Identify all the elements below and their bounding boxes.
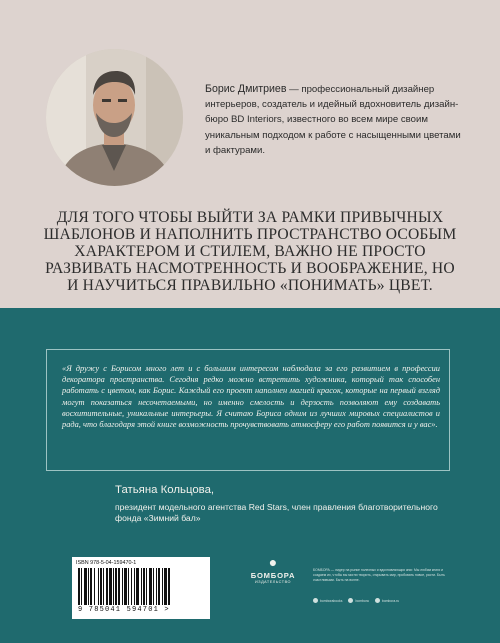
social-item[interactable]: [375, 598, 399, 603]
author-bio: [205, 82, 465, 158]
publisher-imprint: БОМБОРА — лидер на рынке полезных и вдохновляющих книг. Мы любим книги и создаем их, чтобы вы могли творить, открывать мир, пробовать новое, расти. Быть счастливыми. Быть на волне.: [313, 568, 445, 582]
tagline: ДЛЯ ТОГО ЧТОБЫ ВЫЙТИ ЗА РАМКИ ПРИВЫЧНЫХ ШАБЛОНОВ И НАПОЛНИТЬ ПРОСТРАНСТВО ОСОБЫМ ХАРАКТЕРОМ И СТИЛЕМ, ВАЖНО НЕ ПРОСТО РАЗВИВАТЬ НАСМОТРЕННОСТЬ И ВООБРАЖЕНИЕ, НО И НАУЧИТЬСЯ ПРАВИЛЬНО «ПОНИМАТЬ» ЦВЕТ.: [43, 209, 457, 294]
publisher-subtitle: ИЗДАТЕЛЬСТВО: [255, 580, 291, 584]
author-name: Борис Дмитриев: [205, 83, 287, 95]
barcode-box: [72, 557, 210, 619]
social-label: bomborabooks: [320, 598, 343, 603]
barcode-bars: [78, 568, 204, 605]
publisher-name: БОМБОРА: [250, 571, 296, 580]
publisher-logo: [238, 557, 308, 591]
review-text: «Я дружу с Борисом много лет и с большим интересом наблюдала за его развитием в профессии декоратора пространства. Сегодня редко можно встретить художника, который так способен работать с цветом, как Борис. Каждый его проект наполнен магией красок, которые на первый взгляд могут показаться несочетаемыми, но именно смелость и дерзость позволяют ему создавать восхитительные, уникальные интерьеры. Я считаю Бориса одним из лучших мировых специалистов и рада, что благодаря этой книге возможность прочувствовать атмосферу его работ появится и у вас».: [62, 364, 440, 430]
review-signature: [115, 483, 445, 525]
social-icon: [313, 598, 318, 603]
social-label: bombora: [355, 598, 369, 603]
isbn-label: ISBN 978-5-04-159470-1: [76, 560, 137, 566]
social-item[interactable]: [313, 598, 342, 603]
signer-name: Татьяна Кольцова,: [115, 484, 215, 496]
bomb-icon: ●: [268, 556, 278, 571]
social-item[interactable]: [348, 598, 368, 603]
social-label: bombora.ru: [381, 598, 400, 603]
author-bio-text: — профессиональный дизайнер интерьеров, создатель и идейный вдохновитель дизайн-бюро BD Interiors, известного во всем мире своим уникальным подходом к работе с насыщенными цветами и фактурами.: [205, 84, 461, 156]
signer-role: президент модельного агентства Red Stars, член правления благотворительного фонда «Зимний бал»: [115, 502, 438, 524]
publisher-socials: [313, 598, 399, 603]
author-portrait: [46, 49, 183, 186]
social-icon: [375, 598, 380, 603]
barcode-digits: 9 785041 594701 >: [78, 606, 170, 614]
social-icon: [348, 598, 353, 603]
